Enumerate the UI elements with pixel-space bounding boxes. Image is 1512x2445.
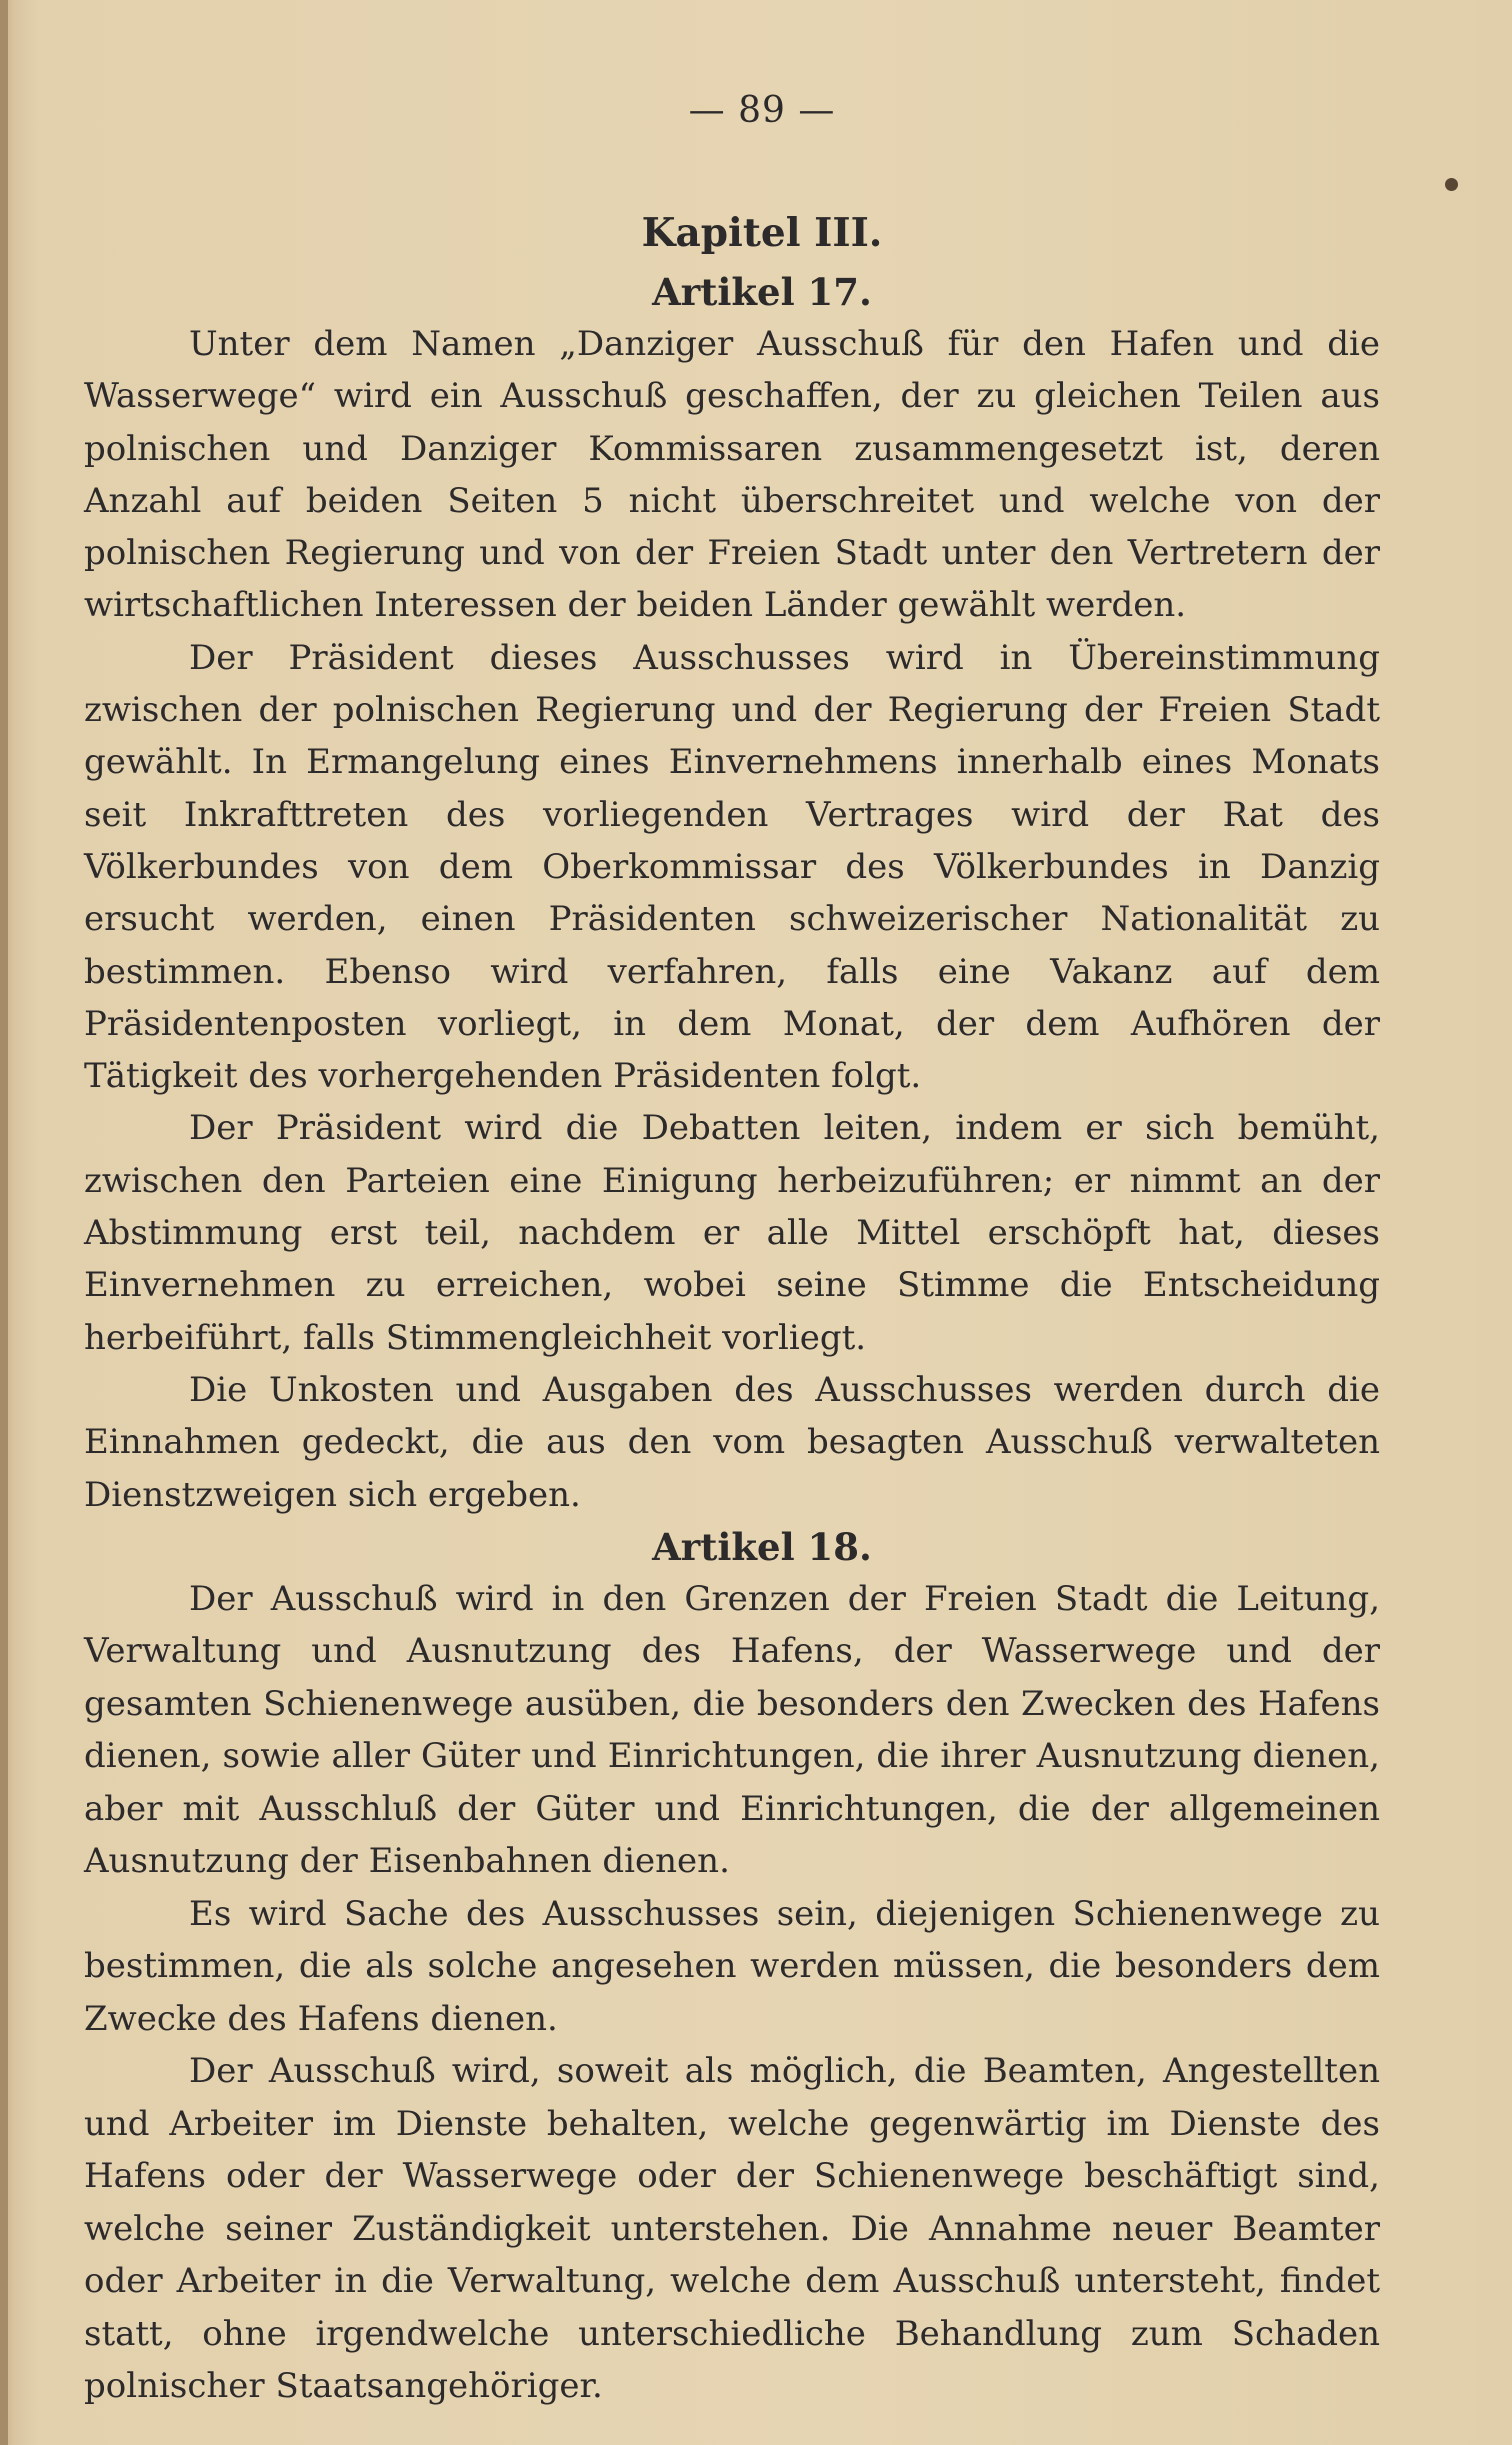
paragraph: Der Präsident dieses Ausschusses wird in Übereinstimmung zwischen der polnischen Regierung und der Regierung der Freien Stadt gewählt. In Ermangelung eines Einvernehmens innerhalb eines Monats seit Inkrafttreten des vorliegenden Vertrages wird der Rat des Völkerbundes von dem Oberkommissar des Völkerbundes in Danzig ersucht werden, einen Präsidenten schweizerischer Nationalität zu bestimmen. Ebenso wird verfahren, falls eine Vakanz auf dem Präsidentenposten vorliegt, in dem Monat, der dem Aufhören der Tätigkeit des vorhergehenden Präsidenten folgt. — [84, 637, 1380, 1097]
page-edge-shadow — [0, 0, 8, 2445]
article-heading: Artikel 18. — [652, 1524, 872, 1569]
ink-spot — [1445, 178, 1458, 191]
chapter-title: Kapitel III. — [641, 210, 883, 256]
page-content — [84, 90, 1380, 2413]
paragraph: Der Ausschuß wird, soweit als möglich, die Beamten, Angestellten und Arbeiter im Dienste behalten, welche gegenwärtig im Dienste des Hafens oder der Wasserwege oder der Schienenwege beschäftigt sind, welche seiner Zuständigkeit unterstehen. Die Annahme neuer Beamter oder Arbeiter in die Verwaltung, welche dem Ausschuß untersteht, findet statt, ohne irgendwelche unterschiedliche Behandlung zum Schaden polnischer Staatsangehöriger. — [84, 2051, 1380, 2407]
paragraph: Der Ausschuß wird in den Grenzen der Freien Stadt die Leitung, Verwaltung und Ausnutzung des Hafens, der Wasserwege und der gesamten Schienenwege ausüben, die besonders den Zwecken des Hafens dienen, sowie aller Güter und Einrichtungen, die ihrer Ausnutzung dienen, aber mit Ausschluß der Güter und Einrichtungen, die der allgemeinen Ausnutzung der Eisenbahnen dienen. — [84, 1578, 1380, 1882]
paragraph: Der Präsident wird die Debatten leiten, indem er sich bemüht, zwischen den Parteien eine Einigung herbeizuführen; er nimmt an der Abstimmung erst teil, nachdem er alle Mittel erschöpft hat, dieses Einvernehmen zu erreichen, wobei seine Stimme die Entscheidung herbeiführt, falls Stimmengleichheit vorliegt. — [84, 1108, 1380, 1358]
paragraph: Es wird Sache des Ausschusses sein, diejenigen Schienenwege zu bestimmen, die als solche angesehen werden müssen, die besonders dem Zwecke des Hafens dienen. — [84, 1893, 1380, 2039]
page-number: — 89 — — [688, 90, 836, 131]
paragraph: Die Unkosten und Ausgaben des Ausschusses werden durch die Einnahmen gedeckt, die aus den vom besagten Ausschuß verwalteten Dienstzweigen sich ergeben. — [84, 1369, 1380, 1515]
article-17 — [84, 266, 1380, 1521]
paragraph: Unter dem Namen „Danziger Ausschuß für den Hafen und die Wasserwege“ wird ein Ausschuß geschaffen, der zu gleichen Teilen aus polnischen und Danziger Kommissaren zusammengesetzt ist, deren Anzahl auf beiden Seiten 5 nicht überschreitet und welche von der polnischen Regierung und von der Freien Stadt unter den Vertretern der wirtschaftlichen Interessen der beiden Länder gewählt werden. — [84, 324, 1380, 626]
article-18 — [84, 1521, 1380, 2413]
article-heading: Artikel 17. — [652, 270, 872, 314]
